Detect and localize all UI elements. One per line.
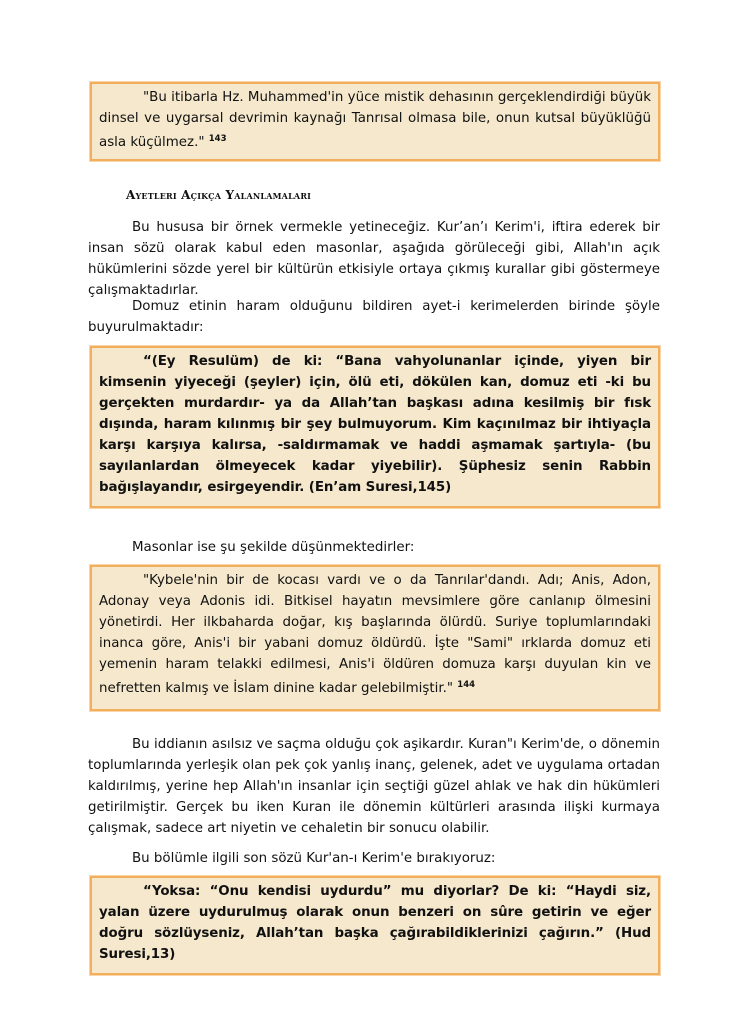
paragraph: Bu iddianın asılsız ve saçma olduğu çok aşikardır. Kuran"ı Kerim'de, o dönemin toplumlarında yerleşik olan pek çok yanlış inanç, gelenek, adet ve uygulama ortadan kaldırılmış, yerine hep Allah'ın insanlar için seçtiği güzel ahlak ve hak din hükümleri getirilmiştir. Gerçek bu iken Kuran ile dönemin kültürleri arasında ilişki kurmaya çalışmak, sadece art niyetin ve cehaletin bir sonucu olabilir. xyxy=(88,737,660,836)
verse-text: “(Ey Resulüm) de ki: “Bana vahyolunanlar içinde, yiyen bir kimsenin yiyeceği (şeyler) için, ölü eti, dökülen kan, domuz eti -ki bu gerçekten murdardır- ya da Allah’tan başkası adına kesilmiş bir fısk dışında, haram kılınmış bir şey bulmuyorum. Kim kaçınılmaz bir ihtiyaçla karşı karşıya kalırsa, -saldırmamak ve haddi aşmamak şartıyla- (bu sayılanlardan ölmeyecek kadar yiyebilir). Şüphesiz senin Rabbin bağışlayandır, esirgeyendir. (En’am Suresi,145) xyxy=(99,354,651,495)
verse-box-2 xyxy=(90,876,660,975)
verse-box-1 xyxy=(90,346,660,508)
footnote-ref[interactable]: 144 xyxy=(457,680,476,690)
quote-box-2 xyxy=(90,565,660,711)
verse-text: “Yoksa: “Onu kendisi uydurdu” mu diyorlar? De ki: “Haydi siz, yalan üzere uydurulmuş olarak onun benzeri on sûre getirin ve eğer doğru sözlüyseniz, Allah’tan başka çağırabildiklerinizi çağırın.” (Hud Suresi,13) xyxy=(99,884,651,962)
quote-text: "Kybele'nin bir de kocası vardı ve o da Tanrılar'dandı. Adı; Anis, Adon, Adonay veya Adonis idi. Bitkisel hayatın mevsimlere göre canlanıp ölmesini yönetirdi. Her ilkbaharda doğar, kış başlarında ölürdü. Suriye toplumlarındaki inanca göre, Anis'i bir yabani domuz öldürdü. İşte "Sami" ırklarda domuz eti yemenin haram telakki edilmesi, Anis'i öldüren domuza karşı duyulan kin ve nefretten kalmış ve İslam dinine kadar gelebilmiştir." xyxy=(99,573,651,696)
section-heading: Ayetleri Açıkça Yalanlamaları xyxy=(126,188,312,202)
quote-text: "Bu itibarla Hz. Muhammed'in yüce mistik dehasının gerçeklendirdiği büyük dinsel ve uygarsal devrimin kaynağı Tanrısal olmasa bile, onun kutsal büyüklüğü asla küçülmez." xyxy=(99,90,651,150)
paragraph: Bu bölümle ilgili son sözü Kur'an-ı Kerim'e bırakıyoruz: xyxy=(132,851,496,866)
paragraph: Masonlar ise şu şekilde düşünmektedirler: xyxy=(132,540,415,555)
quote-box-1 xyxy=(90,82,660,161)
footnote-ref[interactable]: 143 xyxy=(208,134,227,144)
paragraph: Domuz etinin haram olduğunu bildiren ayet-i kerimelerden birinde şöyle buyurulmaktadır: xyxy=(88,299,660,335)
paragraph: Bu hususa bir örnek vermekle yetineceğiz. Kur’an’ı Kerim'i, iftira ederek bir insan sözü olarak kabul eden masonlar, aşağıda görüleceği gibi, Allah'ın açık hükümlerini sözde yerel bir kültürün etkisiyle ortaya çıkmış kurallar gibi göstermeye çalışmaktadırlar. xyxy=(88,220,660,298)
